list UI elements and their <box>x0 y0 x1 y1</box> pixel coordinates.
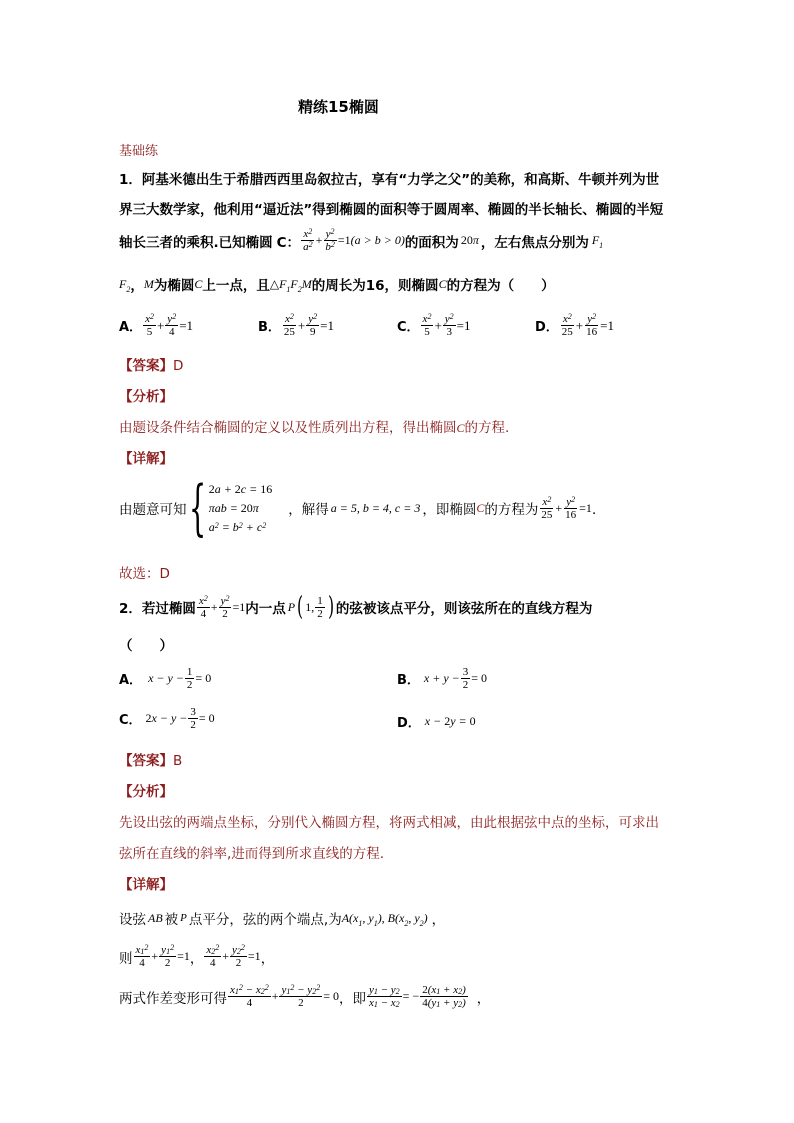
detail-text-d: 的方程为 <box>484 502 539 518</box>
q1-line3-d: ，左右焦点分别为 <box>480 234 589 251</box>
q2-detail-line3: 两式作差变形可得 $\frac{x_1^2 - x_2^2}{4}$ + $\frac{y_1^2 - y_2^2}{2}$ = 0 ，即 $\frac{y_1 - y_2}{x_1 - x_2}$ = − $\frac{2(x_1 + x_2)}{4(y_1 + y_2)}$ ， <box>119 983 491 1009</box>
q1-detail-label: 【详解】 <box>119 451 173 467</box>
q2-option-c: C． 2x − y − $\frac{3}{2}$ = 0 <box>119 706 215 731</box>
q2-line1-a: 2．若过椭圆 <box>119 601 196 617</box>
analysis-tail: 的方程. <box>464 420 510 436</box>
detail-3b: ，即 <box>338 990 366 1007</box>
q1-option-d: D． $\frac{x^2}{25}$ + $\frac{y^2}{16}$ =1 <box>535 312 614 338</box>
detail-2a: 则 <box>119 950 133 967</box>
answer-label: 【答案】 <box>119 358 173 374</box>
section-label: 基础练 <box>119 144 159 159</box>
detail-text-b: ，解得 <box>288 502 329 518</box>
option-letter: A． <box>119 320 143 335</box>
detail-2c: ， <box>260 950 275 967</box>
option-letter: D． <box>397 716 421 731</box>
q1-answer <box>119 354 183 374</box>
q2-answer <box>119 749 182 769</box>
q2-option-d: D． x − 2y = 0 <box>397 714 476 731</box>
q1-line4-e: 的方程为（ ） <box>446 278 555 294</box>
q1-line3-c: 的面积为 <box>404 234 459 251</box>
option-letter: A． <box>119 673 143 688</box>
q1-line4-a: ， <box>130 278 144 294</box>
q1-analysis: 由题设条件结合椭圆的定义以及性质列出方程，得出椭圆C的方程. <box>119 420 510 436</box>
q1-line4-d: 的周长为16，则椭圆 <box>311 278 439 294</box>
detail-text-a: 由题意可知 <box>119 502 187 518</box>
q1-detail: 由题意可知 { 2a + 2c = 16 πab = 20π $a^2 = b^2 + c^2$ ，解得 a = 5, b = 4, c = 3 ，即椭圆 C 的方程为 $\frac{x^2}{25}$ + $\frac{y^2}{16}$ =1 ． <box>119 473 606 543</box>
answer-label: 【答案】 <box>119 753 173 769</box>
detail-text-c: ，即椭圆 <box>422 502 477 518</box>
detail-1d: ， <box>431 912 446 928</box>
answer-value: D <box>173 358 184 374</box>
q1-choice: 故选：D <box>119 566 170 582</box>
q2-analysis-line2: 弦所在直线的斜率,进而得到所求直线的方程. <box>119 846 385 862</box>
q1-line3-a: 轴长三者的乘积.已知椭圆 <box>119 234 273 251</box>
q2-option-a: A． x − y − $\frac{1}{2}$ = 0 <box>119 666 212 691</box>
q1-option-a: A． $\frac{x^2}{5}$ + $\frac{y^2}{4}$ =1 <box>119 312 194 338</box>
detail-1a: 设弦 <box>119 912 146 928</box>
page-title: 精练15椭圆 <box>298 98 379 116</box>
q1-line4-b: 为椭圆 <box>153 278 195 294</box>
ellipse-frac-y: $\frac{y^2}{b^2}$ <box>325 227 335 253</box>
option-letter: C． <box>397 320 420 335</box>
q1-line3: 轴长三者的乘积.已知椭圆 C： $\frac{x^2}{a^2}$ + $\frac{y^2}{b^2}$ =1 (a > b > 0) 的面积为 20π ，左右焦点分别为 $F_1$ <box>119 227 604 253</box>
detail-3a: 两式作差变形可得 <box>119 990 227 1007</box>
q1-option-b: B． $\frac{x^2}{25}$ + $\frac{y^2}{9}$ =1 <box>258 312 334 338</box>
analysis-text: 由题设条件结合椭圆的定义以及性质列出方程，得出椭圆 <box>119 420 457 436</box>
q2-line1-c: 的弦被该点平分，则该弦所在的直线方程为 <box>335 601 593 617</box>
q2-detail-line2: 则 $\frac{x_1^2}{4}$ + $\frac{y_1^2}{2}$ =1 ， $\frac{x_2^2}{4}$ + $\frac{y_2^2}{2}$ =1 ， <box>119 943 275 969</box>
option-letter: C． <box>119 713 142 728</box>
q1-line3-b: C： <box>276 234 301 251</box>
detail-1c: 点平分，弦的两个端点,为 <box>188 912 342 928</box>
q2-option-b: B． x + y − $\frac{3}{2}$ = 0 <box>397 666 488 691</box>
q2-line2: （ ） <box>119 638 173 654</box>
q1-line1: 1．阿基米德出生于希腊西西里岛叙拉古，享有“力学之父”的美称，和高斯、牛顿并列为世 <box>119 172 660 188</box>
detail-2b: ， <box>189 950 204 967</box>
ellipse-frac-x: $\frac{x^2}{a^2}$ <box>303 227 313 253</box>
q1-line4-c: 上一点，且 <box>202 278 270 294</box>
q2-detail-label: 【详解】 <box>119 877 173 893</box>
q1-line4: $F_2$ ， M 为椭圆 C 上一点，且 $\triangle F_1F_2M$ 的周长为16，则椭圆 C 的方程为（ ） <box>119 274 555 294</box>
q2-line1: 2．若过椭圆 $\frac{x^2}{4}$ + $\frac{y^2}{2}$ =1 内一点 P ( 1, $\frac{1}{2}$ ) 的弦被该点平分，则该弦所在的直线方程为 <box>119 592 593 622</box>
q1-analysis-label: 【分析】 <box>119 389 173 405</box>
q2-analysis-label: 【分析】 <box>119 784 173 800</box>
detail-3c: ， <box>476 990 491 1007</box>
q2-line1-b: 内一点 <box>245 601 286 617</box>
q1-option-c: C． $\frac{x^2}{5}$ + $\frac{y^2}{3}$ =1 <box>397 312 471 338</box>
detail-1b: 被 <box>164 912 179 928</box>
option-letter: B． <box>258 320 281 335</box>
q2-detail-line1: 设弦 AB 被 P 点平分，弦的两个端点,为 $A(x_1$, $y_1$), $B(x_2$, $y_2$) ， <box>119 908 445 928</box>
q1-line2: 界三大数学家，他利用“逼近法”得到椭圆的面积等于圆周率、椭圆的半长轴长、椭圆的半短 <box>119 202 664 218</box>
detail-text-e: ． <box>591 502 606 518</box>
answer-value: B <box>173 753 183 769</box>
q2-analysis-line1: 先设出弦的两端点坐标，分别代入椭圆方程，将两式相减，由此根据弦中点的坐标，可求出 <box>119 815 659 831</box>
equation-system: 2a + 2c = 16 πab = 20π $a^2 = b^2 + c^2$ <box>208 481 273 534</box>
option-letter: D． <box>535 320 559 335</box>
option-letter: B． <box>397 673 420 688</box>
